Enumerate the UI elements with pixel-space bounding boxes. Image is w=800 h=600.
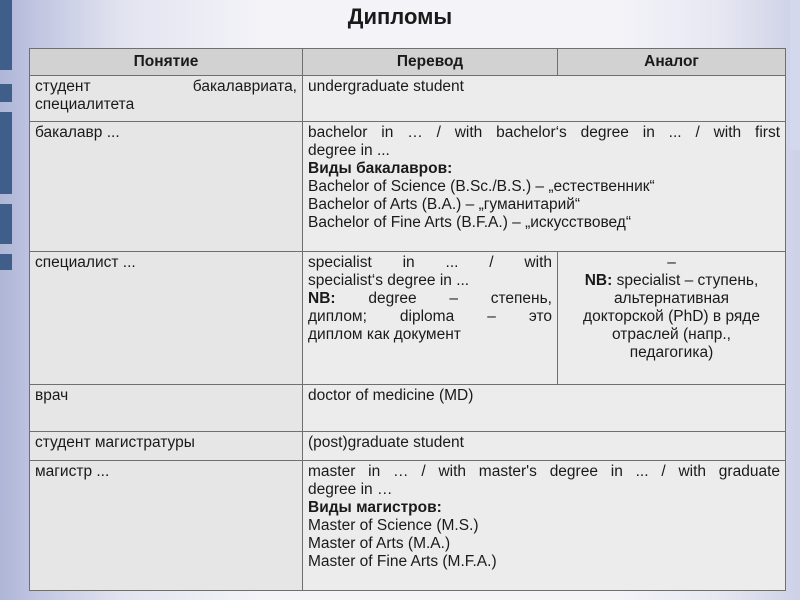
translation-line: master in … / with master's degree in ... / with graduate	[308, 463, 780, 480]
translation-line: degree in ...	[308, 142, 390, 159]
decor-bar-left	[0, 204, 12, 244]
diplomas-table	[29, 48, 786, 591]
nb-label: NB:	[308, 290, 336, 307]
concept-cell: врач	[30, 385, 303, 432]
concept-word: бакалавриата,	[192, 78, 297, 95]
column-header-analog: Аналог	[558, 49, 786, 76]
analog-line	[563, 272, 780, 290]
analog-line: отраслей (напр.,	[612, 326, 731, 343]
table-row	[30, 385, 786, 432]
analog-line: докторской (PhD) в ряде	[583, 308, 760, 325]
nb-text: диплом; diploma – это	[308, 308, 552, 325]
analog-text: specialist – ступень,	[612, 272, 759, 289]
table-row	[30, 432, 786, 461]
master-types-heading: Виды магистров:	[308, 499, 442, 516]
translation-cell	[303, 461, 786, 591]
table-row	[30, 461, 786, 591]
concept-word: студент	[35, 78, 91, 95]
master-type-item: Master of Science (M.S.)	[308, 517, 479, 534]
nb-label: NB:	[584, 272, 613, 289]
slide-title: Дипломы	[347, 4, 453, 29]
analog-line: педагогика)	[629, 344, 714, 361]
column-header-concept: Понятие	[30, 49, 303, 76]
concept-cell: специалист ...	[30, 252, 303, 385]
master-type-item: Master of Fine Arts (M.F.A.)	[308, 553, 497, 570]
translation-cell	[303, 252, 558, 385]
analog-line: альтернативная	[613, 290, 730, 307]
translation-cell: undergraduate student	[303, 76, 786, 122]
translation-cell: doctor of medicine (MD)	[303, 385, 786, 432]
translation-line: degree in …	[308, 481, 393, 498]
translation-cell: (post)graduate student	[303, 432, 786, 461]
master-type-item: Master of Arts (M.A.)	[308, 535, 451, 552]
concept-line: специалитета	[35, 96, 135, 113]
translation-cell	[303, 122, 786, 252]
nb-line	[308, 290, 552, 308]
bachelor-type-item: Bachelor of Fine Arts (B.F.A.) – „искусствовед“	[308, 214, 632, 231]
translation-line: specialist in ... / with	[308, 254, 552, 271]
bachelor-types-heading: Виды бакалавров:	[308, 160, 453, 177]
concept-cell	[30, 76, 303, 122]
decor-bar-left	[0, 112, 12, 194]
concept-cell: магистр ...	[30, 461, 303, 591]
translation-line: bachelor in … / with bachelor‘s degree in ... / with first	[308, 124, 780, 141]
concept-cell: бакалавр ...	[30, 122, 303, 252]
bachelor-type-item: Bachelor of Science (B.Sc./B.S.) – „естественник“	[308, 178, 655, 195]
table-row	[30, 122, 786, 252]
table-row	[30, 76, 786, 122]
table-row	[30, 252, 786, 385]
concept-line	[35, 78, 297, 96]
decor-bar-left	[0, 254, 12, 270]
nb-text: диплом как документ	[308, 326, 461, 343]
nb-text: degree – степень,	[335, 290, 552, 307]
analog-dash: –	[667, 254, 676, 271]
decor-bar-left	[0, 84, 12, 102]
concept-cell: студент магистратуры	[30, 432, 303, 461]
analog-cell	[558, 252, 786, 385]
column-header-translation: Перевод	[303, 49, 558, 76]
table-header-row	[30, 49, 786, 76]
translation-line: specialist‘s degree in ...	[308, 272, 470, 289]
bachelor-type-item: Bachelor of Arts (B.A.) – „гуманитарий“	[308, 196, 581, 213]
